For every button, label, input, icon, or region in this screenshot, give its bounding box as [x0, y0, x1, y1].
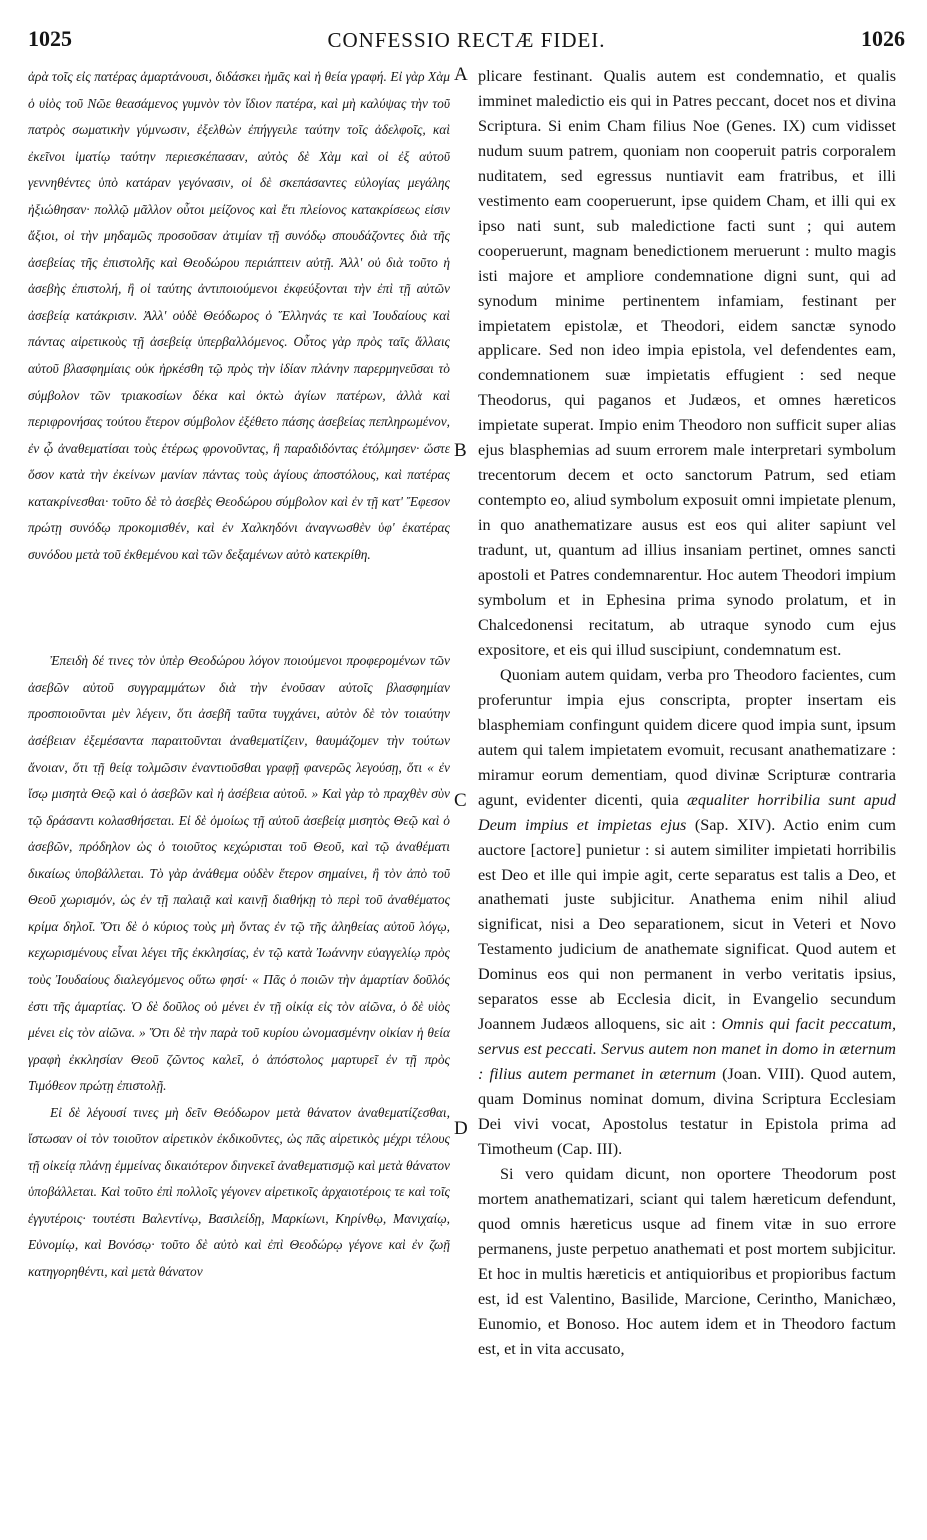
latin-paragraph-3: Si vero quidam dicunt, non oportere Theodorum post mortem anathematizari, sciant qui talem hæreticum defendunt, quod omnis hæreticus usque ad finem vitæ in suo errore permanens, juste perpetuo anathemati et post mortem subjicitur. Et hoc in multis hæreticis et antiquioribus et propioribus factum est, id est Valentino, Basilide, Marcione, Cerintho, Manichæo, Eunomio, et Bonoso. Hoc autem idem et in Theodoro factum est, et in vita accusato, [478, 1164, 896, 1358]
greek-column [28, 64, 450, 1286]
latin-paragraph-1: plicare festinant. Qualis autem est condemnatio, et qualis imminet maledictio eis qui in Patres peccant, docet nos et divina Scriptura. Si enim Cham filius Noe (Genes. IX) cum vidisset nudum suum patrem, quoniam non cooperuit patris corporalem nuditatem, sed egressus nuntiavit eam fratribus, et illi vestimento eam cooperuerunt, ipse quidem Cham, et illi qui ex ipso nati sunt, sub maledictione facti sunt ; qui autem cooperuerunt, magnam benedictionem meruerunt : multo magis isti majore et ampliore condemnatione digni sunt, qui ad synodum minime pertinentem infamiam, festinant per impietatem epistolæ, et Theodori, eidem sanctæ synodo applicare. Sed non ideo impia epistola, vel defendentes eam, condemnationem suæ impietatis effugient : sed neque Theodorus, qui paganos et Judæos, et omnes hæreticos impietate superat. Impio enim Theodoro non sufficit super alias ejus blasphemias ad suum errorem male interpretari symbolum trecentorum decem et octo sanctorum Patrum, sed etiam contempto eo, aliud symbolum exposuit omni impietate plenum, in quo anathematizare ausus est eos qui aliter sapiunt vel tradunt, ut, quantum ad illius insaniam pertinet, omnes sancti apostoli et Patres condemnarentur. Hoc autem Theodori impium symbolum et in Ephesina prima synodo prolatum, et in Chalcedonensi recitatum, ab utraque synodo cum ejus expositore, et eis qui illud suscipiunt, condemnatum est. [478, 67, 896, 659]
page-number-right: 1026 [861, 26, 905, 51]
running-title: CONFESSIO RECTÆ FIDEI. [327, 28, 606, 52]
margin-marker-d: D [454, 1118, 468, 1139]
margin-marker-c: C [454, 790, 467, 811]
latin-p2-text-a: Quoniam autem quidam, verba pro Theodoro facientes, cum proferuntur impia ejus conscripta, propter insertam eis blasphemiam confingunt quidem dicere quod impia sunt, ipsum autem qui talem impietatem evomuit, recusant anathematizare : miramur eorum dementiam, quod divinæ Scripturæ contraria agunt, evidenter dicenti, quia [478, 665, 896, 809]
greek-paragraph-3: Εἰ δὲ λέγουσί τινες μὴ δεῖν Θεόδωρον μετὰ θάνατον ἀναθεματίζεσθαι, ἴστωσαν οἱ τὸν τοιοῦτον αἱρετικὸν ἐκδικοῦντες, ὡς πᾶς αἱρετικὸς μέχρι τέλους τῇ οἰκείᾳ πλάνῃ ἐμμείνας δικαιότερον διηνεκεῖ ἀναθεματισμῷ καὶ μετὰ θάνατον ὑποβάλλεται. Καὶ τοῦτο ἐπὶ πολλοῖς γέγονεν αἱρετικοῖς ἀρχαιοτέροις τε καὶ τοῖς ἐγγυτέροις· τουτέστι Βαλεντίνῳ, Βασιλείδῃ, Μαρκίωνι, Κηρίνθῳ, Μανιχαίῳ, Εὐνομίῳ, καὶ Βονόσῳ· τοῦτο δὲ αὐτὸ καὶ ἐπὶ Θεοδώρῳ γέγονε καὶ ἐν ζωῇ κατηγορηθέντι, καὶ μετὰ θάνατον [28, 1104, 450, 1279]
margin-marker-a: A [454, 64, 468, 85]
latin-column [478, 64, 896, 1362]
greek-paragraph-1: ἀρὰ τοῖς εἰς πατέρας ἁμαρτάνουσι, διδάσκει ἡμᾶς καὶ ἡ θεία γραφή. Εἰ γὰρ Χὰμ ὁ υἱὸς τοῦ Νῶε θεασάμενος γυμνὸν τὸν ἴδιον πατέρα, καὶ μὴ καλύψας τὴν τοῦ πατρὸς σωματικὴν γύμνωσιν, ἐξελθὼν ἐπήγγειλε ταύτην τοῖς ἀδελφοῖς, καὶ ἐκεῖνοι ἱματίῳ ταύτην περιεσκέπασαν, αὐτὸς δὲ Χὰμ καὶ οἱ ἐξ αὐτοῦ γεννηθέντες ὑπὸ κατάραν γεγόνασιν, οἱ δὲ σκεπάσαντες εὐλογίας μεγάλης ἠξιώθησαν· πολλῷ μᾶλλον οὗτοι μείζονος καὶ ἔτι πλείονος κατακρίσεως εἰσιν ἄξιοι, οἱ τὴν μηδαμῶς προσοῦσαν ἀτιμίαν τῇ συνόδῳ σπουδάζοντες διὰ τῆς ἀσεβείας τῆς ἐπιστολῆς καὶ Θεοδώρου περιάπτειν αὐτῇ. Ἀλλ' οὐ διὰ τοῦτο ἡ ἀσεβὴς ἐπιστολή, ἢ οἱ ταύτης ἀντιποιούμενοι ἐκφεύξονται τὴν ἐπὶ τῇ αὐτῶν ἀσεβείᾳ κατάκρισιν. Ἀλλ' οὐδὲ Θεόδωρος ὁ Ἕλληνάς τε καὶ Ἰουδαίους καὶ πάντας αἱρετικοὺς τῇ ἀσεβείᾳ ὑπερβαλλόμενος. Οὗτος γὰρ πρὸς ταῖς ἄλλαις αὐτοῦ βλασφημίαις οὐκ ἠρκέσθη τῷ πρὸς τὴν ἰδίαν πλάνην παρερμηνεῦσαι τὸ σύμβολον τῶν τριακοσίων δέκα καὶ ὀκτὼ ἁγίων πατέρων, ἀλλὰ καὶ περιφρονήσας τούτου ἕτερον σύμβολον ἐξέθετο πάσης ἀσεβείας πεπληρωμένον, ἐν ᾧ ἀναθεματίσαι τοὺς ἑτέρως φρονοῦντας, ἢ παραδιδόντας ἐτόλμησεν· ὥστε ὅσον κατὰ τὴν ἐκείνων μανίαν πάντας τοὺς ἁγίους ἀποστόλους, καὶ πατέρας κατακρίνεσθαι· τοῦτο δὲ τὸ ἀσεβὲς Θεοδώρου σύμβολον καὶ ἐν τῇ κατ' Ἔφεσον πρώτῃ συνόδῳ προκομισθέν, καὶ ἐν Χαλκηδόνι ἀναγνωσθὲν ὑφ' ἑκατέρας συνόδου μετὰ τοῦ ἐκθεμένου καὶ τῶν δεξαμένων αὐτὸ κατεκρίθη. [28, 69, 450, 562]
latin-p2-quote-john: Omnis qui facit peccatum, servus est peccati. Servus autem non manet in domo in æternum : filius autem permanet in æternum [478, 1015, 896, 1084]
latin-paragraph-2 [478, 663, 896, 1162]
margin-markers [450, 0, 478, 1540]
latin-p2-text-c: (Joan. VIII). Quod autem, quam Dominus nominat domum, divina Scriptura Ecclesiam Dei vivi vocat, Apostolus testatur in Epistola prima ad Timotheum (Cap. III). [478, 1065, 897, 1158]
latin-p2-text-b: (Sap. XIV). Actio enim cum auctore [actore] punietur : si autem similiter impietati horribilis est Deo et ille qui impie agit, certe separatus est talis a Deo, et anathemati juste subjicitur. Anathema enim nihil aliud significat, nisi a Deo separationem, sicut in Veteri et Novo Testamento judicium de anathemate significat. Quod autem et Dominus eos qui non permanent in verbo veritatis ipsius, separatos esse ab Ecclesia dicit, in Evangelio secundum Joannem Judæos alloquens, sic ait : [478, 815, 896, 1034]
page-number-left: 1025 [28, 26, 72, 51]
latin-p2-quote-wisdom: æqualiter horribilia sunt apud Deum impius et impietas ejus [478, 790, 896, 834]
margin-marker-b: B [454, 440, 467, 461]
greek-paragraph-2: Ἐπειδὴ δέ τινες τὸν ὑπὲρ Θεοδώρου λόγον ποιούμενοι προφερομένων τῶν ἀσεβῶν αὐτοῦ συγγραμμάτων διὰ τὴν ἐνοῦσαν αὐτοῖς βλασφημίαν προσποιοῦνται μὲν λέγειν, ὅτι ἀσεβῆ ταῦτα τυγχάνει, αὐτὸν δὲ τὸν τοιαύτην ἀσέβειαν ἐξεμέσαντα παραιτοῦνται ἀναθεματίζειν, θαυμάζομεν τὴν τούτων ἄνοιαν, ὅτι τῇ θείᾳ τολμῶσιν ἐναντιοῦσθαι γραφῇ φανερῶς λεγούσῃ, ὅτι « ἐν ἴσῳ μισητὰ Θεῷ καὶ ὁ ἀσεβῶν καὶ ἡ ἀσέβεια αὐτοῦ. » Καὶ γὰρ τὸ πραχθὲν σὺν τῷ δράσαντι κολασθήσεται. Εἰ δὲ ὁμοίως τῇ αὐτοῦ ἀσεβείᾳ μισητὸς Θεῷ καὶ ὁ ἀσεβῶν, πρόδηλον ὡς ὁ τοιοῦτος κεχώρισται τοῦ Θεοῦ, καὶ τῷ ἀναθέματι δικαίως ὑποβάλλεται. Τὸ γὰρ ἀνάθεμα οὐδὲν ἕτερον σημαίνει, ἢ τὸν ἀπὸ τοῦ Θεοῦ χωρισμόν, ὡς ἐν τῇ παλαιᾷ καὶ καινῇ διαθήκῃ τὸ περὶ τοῦ ἀναθέματος κρίμα δηλοῖ. Ὅτι δὲ ὁ κύριος τοὺς μὴ ὄντας ἐν τῷ τῆς ἀληθείας αὐτοῦ λόγῳ, κεχωρισμένους εἶναι λέγει τῆς ἐκκλησίας, ἐν τῷ κατὰ Ἰωάννην εὐαγγελίῳ πρὸς τοὺς Ἰουδαίους διαλεγόμενος οὕτω φησί· « Πᾶς ὁ ποιῶν τὴν ἁμαρτίαν δοῦλός ἐστι τῆς ἁμαρτίας. Ὁ δὲ δοῦλος οὐ μένει ἐν τῇ οἰκίᾳ εἰς τὸν αἰῶνα, ὁ δὲ υἱὸς μένει εἰς τὸν αἰῶνα. » Ὅτι δὲ τὴν παρὰ τοῦ κυρίου ὠνομασμένην οἰκίαν ἡ θεία γραφὴ ἐκκλησίαν Θεοῦ ζῶντος καλεῖ, ὁ ἀπόστολος μαρτυρεῖ ἐν τῇ πρὸς Τιμόθεον πρώτῃ ἐπιστολῇ. [28, 653, 450, 1094]
